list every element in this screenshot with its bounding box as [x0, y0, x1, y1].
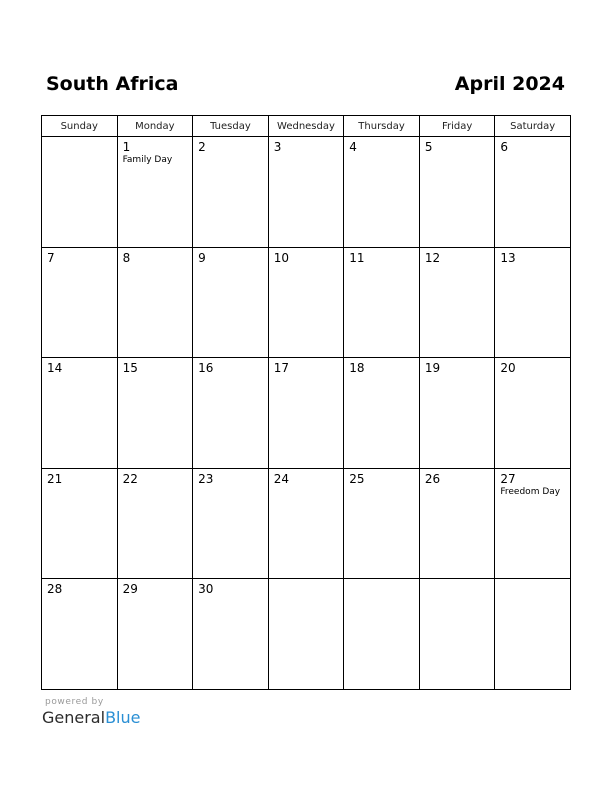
- week-row: [42, 358, 571, 469]
- day-cell[interactable]: [495, 137, 571, 248]
- day-number: 3: [273, 140, 282, 154]
- day-number: 17: [273, 361, 289, 375]
- day-number: 29: [122, 582, 138, 596]
- day-number: 13: [500, 250, 516, 265]
- day-cell[interactable]: [419, 468, 495, 579]
- weekday-friday: Friday: [419, 116, 495, 137]
- brand-logo[interactable]: [42, 708, 140, 728]
- day-cell[interactable]: [495, 247, 571, 358]
- day-number: 7: [47, 250, 55, 265]
- day-number: 16: [198, 361, 214, 375]
- day-cell[interactable]: [117, 137, 193, 248]
- brand-logo-blue: Blue: [105, 708, 141, 727]
- weekday-thursday: Thursday: [344, 116, 420, 137]
- day-cell[interactable]: [495, 468, 571, 579]
- day-number: 19: [424, 361, 441, 375]
- day-number: 28: [47, 582, 63, 596]
- day-cell[interactable]: [117, 358, 193, 469]
- day-cell: [419, 579, 495, 690]
- day-cell[interactable]: [344, 358, 420, 469]
- week-row: [42, 137, 571, 248]
- day-cell[interactable]: [117, 468, 193, 579]
- day-number: 30: [198, 582, 214, 596]
- day-cell[interactable]: [117, 579, 193, 690]
- day-number: 24: [273, 471, 289, 486]
- day-cell[interactable]: [42, 247, 118, 358]
- day-number: 21: [47, 471, 63, 486]
- day-number: 6: [500, 140, 509, 154]
- day-cell: [344, 579, 420, 690]
- weekday-sunday: Sunday: [42, 116, 118, 137]
- weekday-saturday: Saturday: [495, 116, 571, 137]
- week-row: [42, 579, 571, 690]
- day-cell[interactable]: [193, 137, 269, 248]
- day-cell: [42, 137, 118, 248]
- day-number: 10: [273, 250, 289, 265]
- day-number: 9: [198, 250, 206, 265]
- day-number: 20: [500, 361, 516, 375]
- day-cell: [495, 579, 571, 690]
- day-cell[interactable]: [42, 468, 118, 579]
- day-number: 8: [122, 250, 131, 265]
- weekday-wednesday: Wednesday: [268, 116, 344, 137]
- day-number: 15: [122, 361, 138, 375]
- country-title: South Africa: [46, 73, 179, 95]
- day-number: 27: [500, 471, 516, 486]
- weekday-monday: Monday: [117, 116, 193, 137]
- day-number: 12: [424, 250, 441, 265]
- day-cell[interactable]: [268, 468, 344, 579]
- day-number: 25: [349, 471, 365, 486]
- day-cell: [268, 579, 344, 690]
- calendar-grid: [41, 115, 571, 690]
- day-number: 4: [349, 140, 357, 154]
- day-cell[interactable]: [495, 358, 571, 469]
- day-cell[interactable]: [42, 358, 118, 469]
- day-number: 18: [349, 361, 365, 375]
- day-number: 14: [47, 361, 63, 375]
- day-cell[interactable]: [419, 247, 495, 358]
- day-cell[interactable]: [419, 137, 495, 248]
- day-cell[interactable]: [193, 358, 269, 469]
- day-cell[interactable]: [42, 579, 118, 690]
- day-cell[interactable]: [344, 247, 420, 358]
- week-row: [42, 468, 571, 579]
- day-cell[interactable]: [419, 358, 495, 469]
- day-number: 1: [122, 140, 131, 154]
- day-cell[interactable]: [193, 247, 269, 358]
- week-row: [42, 247, 571, 358]
- day-number: 11: [349, 250, 365, 265]
- day-cell[interactable]: [193, 579, 269, 690]
- day-number: 5: [424, 140, 433, 154]
- day-cell[interactable]: [344, 137, 420, 248]
- day-cell[interactable]: [344, 468, 420, 579]
- weekday-header-row: [42, 116, 571, 137]
- day-cell[interactable]: [268, 137, 344, 248]
- day-cell[interactable]: [193, 468, 269, 579]
- holiday-label: Family Day: [122, 155, 173, 165]
- day-number: 23: [198, 471, 214, 486]
- day-number: 26: [424, 471, 441, 486]
- day-cell[interactable]: [268, 247, 344, 358]
- day-cell[interactable]: [117, 247, 193, 358]
- brand-logo-general: General: [42, 708, 106, 727]
- month-title: April 2024: [454, 73, 565, 95]
- powered-by-label: powered by: [45, 697, 104, 707]
- day-cell[interactable]: [268, 358, 344, 469]
- weekday-tuesday: Tuesday: [193, 116, 269, 137]
- holiday-label: Freedom Day: [500, 486, 561, 497]
- day-number: 2: [198, 140, 206, 154]
- day-number: 22: [122, 471, 138, 486]
